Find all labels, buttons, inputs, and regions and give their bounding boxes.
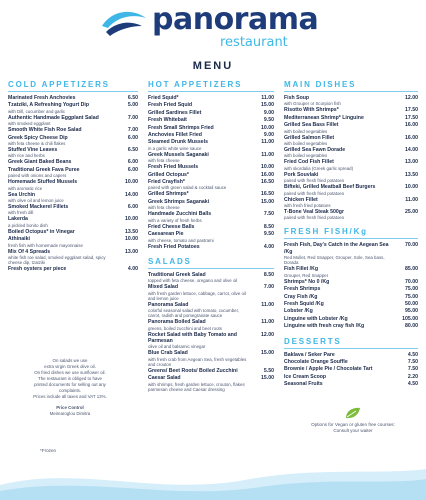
menu-item <box>148 164 274 170</box>
menu-item-name: Greens/ Beet Roots/ Boiled Zucchini <box>148 367 238 374</box>
menu-item-name: Fried Crayfish* <box>148 179 185 186</box>
menu-item <box>284 172 418 183</box>
menu-item-price: 4.00 <box>263 243 274 250</box>
menu-item-description: with boiled vegetables <box>284 141 328 147</box>
menu-item <box>8 216 138 227</box>
menu-item-price: 13.00 <box>405 159 418 166</box>
menu-item-name: Grilled Sea Fawn Dorade <box>284 147 346 154</box>
menu-item-description: with smoked eggplant <box>8 121 51 127</box>
menu-header <box>0 0 426 75</box>
menu-item-name: Fresh Fried Squid <box>148 102 193 109</box>
menu-item-price: 4.00 <box>127 266 138 273</box>
menu-item <box>284 107 418 113</box>
menu-item-name: Grilled Salmon Fillet <box>284 134 335 141</box>
info-line: complaints. <box>58 388 82 393</box>
menu-item-name: Athinaiki <box>8 236 30 243</box>
menu-item-name: Grilled Sardines Fillet <box>148 109 202 116</box>
menu-item-price: 10.00 <box>125 179 138 186</box>
menu-item-price: 6.00 <box>127 134 138 141</box>
menu-item-description: with Dill, cucumber and garlic <box>8 108 66 114</box>
menu-item-name: Panorama Boiled Salad <box>148 319 206 326</box>
menu-item-name: Baklava / Seker Pare <box>284 351 335 358</box>
menu-item <box>148 231 274 242</box>
vegan-line: Options for Vegan or gluten free courses: <box>311 422 395 427</box>
menu-item-description: fresh fish with homemade mayonnaise <box>8 242 83 248</box>
menu-item <box>8 167 138 178</box>
menu-item-price: 17.50 <box>405 114 418 121</box>
menu-item-name: Fresh Fried Mussels <box>148 164 199 171</box>
menu-item <box>148 319 274 330</box>
menu-item <box>284 374 418 380</box>
menu-item-description: in a garlic white wine sauce <box>148 145 202 151</box>
menu-item <box>8 266 138 272</box>
menu-item-price: 7.50 <box>263 211 274 218</box>
menu-item-name: Lakerda <box>8 216 28 223</box>
menu-item-price: 14.00 <box>125 191 138 198</box>
menu-item-price: 5.50 <box>263 367 274 374</box>
leaf-icon <box>344 406 362 420</box>
menu-item-price: 75.00 <box>405 286 418 293</box>
menu-item-description: with aromatic rice <box>8 185 43 191</box>
menu-item <box>284 159 418 170</box>
menu-item-description: Grouper, Red Snapper <box>284 272 329 278</box>
menu-item-price: 16.00 <box>405 134 418 141</box>
menu-item-price: 10.00 <box>125 216 138 223</box>
menu-item-price: 2.20 <box>407 373 418 380</box>
section-title: FRESH FISH/Kg <box>284 227 418 239</box>
menu-item-name: Bifteki, Grilled Meatball Beef Burgers <box>284 184 376 191</box>
menu-item-name: Fried Cheese Balls <box>148 223 195 230</box>
menu-item <box>284 352 418 358</box>
section-desserts <box>284 337 418 389</box>
menu-item-name: Greek Shrimps Saganaki <box>148 198 210 205</box>
menu-item-price: 80.00 <box>405 323 418 330</box>
menu-item-name: Fish Soup <box>284 95 310 101</box>
menu-item-price: 16.50 <box>261 191 274 198</box>
menu-item <box>148 302 274 318</box>
menu-item-name: Steamed Drunk Mussels <box>148 139 208 146</box>
menu-item-name: Greek Spicy Cheese Dip <box>8 134 68 141</box>
menu-item-name: Fresh Small Shrimps Fried <box>148 124 214 131</box>
menu-item-price: 8.50 <box>263 223 274 230</box>
menu-item <box>284 359 418 365</box>
section-main-dishes <box>284 80 418 221</box>
menu-item <box>8 229 138 235</box>
brand-name: panorama <box>152 2 319 37</box>
menu-item <box>148 272 274 283</box>
menu-item-description: with boiled vegetables <box>284 128 328 134</box>
menu-item-price: 11.00 <box>261 95 274 101</box>
menu-item <box>284 209 418 220</box>
menu-item-name: Fresh Squid /Kg <box>284 300 324 307</box>
menu-item-price: 10.00 <box>125 236 138 243</box>
menu-item <box>284 95 418 106</box>
menu-item-name: Fish Fillet /Kg <box>284 266 319 273</box>
menu-item-price: 10.00 <box>405 184 418 191</box>
info-note <box>14 358 126 417</box>
info-line: Prices include all taxes and VAT 13%. <box>33 394 107 399</box>
section-title: SALADS <box>148 257 274 269</box>
section-title: DESSERTS <box>284 337 418 349</box>
menu-item-price: 17.50 <box>405 107 418 114</box>
menu-item <box>8 115 138 126</box>
menu-item <box>148 211 274 222</box>
menu-item-name: Greek Mussels Saganaki <box>148 151 209 158</box>
menu-item-name: Chicken Fillet <box>284 196 318 203</box>
menu-item-name: Fresh Fish, Day's Catch in the Aegean Sea /Kg <box>284 242 389 255</box>
menu-item-name: Fresh Fried Potatoes <box>148 243 200 250</box>
menu-item <box>284 242 418 265</box>
brand-subtitle: restaurant <box>220 35 288 50</box>
menu-item-price: 70.00 <box>405 278 418 285</box>
menu-item <box>148 368 274 374</box>
menu-item-description: with boiled vegetables <box>284 153 328 159</box>
menu-item <box>148 125 274 131</box>
menu-item-name: Caesar Salad <box>148 375 181 382</box>
vegan-text <box>290 422 416 434</box>
menu-item-price: 9.00 <box>263 109 274 116</box>
menu-item <box>284 266 418 277</box>
menu-item <box>284 184 418 195</box>
menu-item-name: Linguine with fresh cray fish /Kg <box>284 323 365 330</box>
menu-item-name: Mixed Salad <box>148 284 178 291</box>
menu-item-price: 12.00 <box>405 95 418 101</box>
vegan-line: Consult your waiter <box>333 427 373 433</box>
menu-item-price: 25.00 <box>405 209 418 216</box>
price-control-label: Price Control <box>56 405 84 410</box>
menu-item-description: with rice and herbs <box>8 153 45 159</box>
menu-item-price: 11.00 <box>261 301 274 308</box>
menu-item <box>284 197 418 208</box>
menu-item-price: 12.00 <box>261 331 274 338</box>
menu-item-description: with Grouper or Scorpion fish <box>284 101 341 107</box>
menu-item <box>8 204 138 215</box>
menu-item-price: 16.00 <box>405 122 418 129</box>
menu-item-name: Anchovies Fillet Fried <box>148 132 202 139</box>
menu-item <box>148 179 274 190</box>
menu-item-name: Traditional Greek Fava Puree <box>8 166 80 173</box>
menu-item-description: Red Mullet, Red Snapper, Grouper, Sole, Sea bass, Dorada <box>284 255 385 266</box>
menu-item-description: with feta cheese <box>148 205 180 211</box>
menu-item-description: with fresh crab from Aegean Sea, fresh vegetables and crouton <box>148 356 247 367</box>
menu-item-name: Panorama Salad <box>148 301 189 308</box>
menu-item-description: paired with onions and capers <box>8 173 67 179</box>
decorative-wave <box>0 455 426 500</box>
menu-item-price: 11.00 <box>261 319 274 326</box>
menu-item-description: paired with green salad & cocktail sauce <box>148 185 227 191</box>
menu-item-price: 4.50 <box>407 351 418 358</box>
section-title: COLD APPETIZERS <box>8 80 138 92</box>
menu-item-price: 5.00 <box>127 102 138 109</box>
menu-item-price: 7.00 <box>127 114 138 121</box>
menu-item-description: paired with fresh fried potatoes <box>284 178 345 184</box>
menu-item-price: 13.50 <box>125 228 138 235</box>
menu-item-name: Mediterranean Shrimp* Linguine <box>284 114 364 121</box>
column-right <box>284 80 418 389</box>
menu-item-price: 75.00 <box>405 293 418 300</box>
menu-item-price: 15.00 <box>261 102 274 109</box>
menu-item-description: olive oil and balsamic vinegar <box>148 344 206 350</box>
menu-item-name: Grilled Sea Bass Fillet <box>284 122 339 129</box>
info-line: extra virgin Greek olive oil. <box>44 364 96 369</box>
menu-item <box>284 279 418 285</box>
menu-item-description: colorful seasonal salad with tomato, cucumber, carrot, radish and pomegranate sauce <box>148 308 240 319</box>
menu-item-price: 6.50 <box>127 147 138 154</box>
menu-item-description: with feta cheese & chili flakes <box>8 141 66 147</box>
menu-item <box>148 132 274 138</box>
menu-item <box>8 236 138 247</box>
menu-item <box>148 191 274 197</box>
menu-item-name: Blue Crab Salad <box>148 350 188 357</box>
vegan-note <box>290 406 416 434</box>
menu-item-name: Smooth White Fish Roe Salad <box>8 127 82 134</box>
info-line: The restaurant is obliged to have <box>38 376 102 381</box>
menu-item <box>148 332 274 350</box>
menu-item-price: 11.00 <box>261 139 274 146</box>
menu-item <box>284 286 418 292</box>
menu-item-price: 15.00 <box>261 350 274 357</box>
menu-item <box>284 122 418 133</box>
menu-item <box>284 316 418 322</box>
section-salads <box>148 257 274 393</box>
menu-item-price: 4.50 <box>407 381 418 388</box>
menu-item <box>8 102 138 113</box>
menu-item-price: 7.00 <box>263 284 274 291</box>
menu-item-price: 13.00 <box>125 248 138 255</box>
menu-item-price: 95.00 <box>405 308 418 315</box>
menu-item-price: 6.00 <box>127 204 138 211</box>
menu-item-name: Fried Squid* <box>148 95 179 101</box>
menu-item-name: Pork Souvlaki <box>284 171 319 178</box>
menu-item-price: 7.00 <box>127 127 138 134</box>
menu-item-name: Seasonal Fruits <box>284 381 323 388</box>
menu-item <box>284 381 418 387</box>
menu-item-name: Caesarean Pie <box>148 231 184 238</box>
info-line: On fried dishes we use sunflower oil. <box>34 370 106 375</box>
menu-item-price: 15.00 <box>261 198 274 205</box>
menu-item-description: with skordalia (Greek garlic spread) <box>284 165 354 171</box>
menu-item-price: 10.00 <box>261 124 274 131</box>
menu-item <box>148 224 274 230</box>
menu-item <box>148 117 274 123</box>
menu-item-name: Ice Cream Scoop <box>284 373 327 380</box>
menu-item-price: 7.50 <box>407 358 418 365</box>
menu-item <box>148 244 274 250</box>
menu-item <box>284 115 418 121</box>
menu-item <box>284 147 418 158</box>
menu-item <box>284 323 418 329</box>
menu-item <box>148 139 274 150</box>
menu-item <box>8 135 138 146</box>
menu-item <box>148 95 274 101</box>
menu-item-price: 7.50 <box>407 366 418 373</box>
menu-item-description: with cheese, tomato and pastrami <box>148 237 214 243</box>
menu-item <box>8 95 138 101</box>
menu-item-price: 105.00 <box>402 315 418 322</box>
menu-item-name: Marinated Fresh Anchovies <box>8 95 76 101</box>
menu-item-name: Sea Urchin <box>8 191 36 198</box>
menu-item-description: with a variety of fresh herbs <box>148 217 202 223</box>
menu-item-name: Linguine with Lobster /Kg <box>284 315 348 322</box>
menu-item-price: 15.00 <box>261 375 274 382</box>
menu-item-name: Boiled Octopus* in Vinegar <box>8 228 75 235</box>
menu-item-price: 8.50 <box>263 271 274 278</box>
menu-item <box>8 147 138 158</box>
menu-item-name: Cray Fish /Kg <box>284 293 318 300</box>
menu-item-description: white fish roe salad, smoked eggplant salad, spicy cheese dip, tzatziki <box>8 255 106 266</box>
menu-item-description: paired with fresh fried potatoes <box>284 215 345 221</box>
menu-item-price: 9.50 <box>263 231 274 238</box>
menu-item-name: Tzatziki, A Refreshing Yogurt Dip <box>8 102 89 109</box>
menu-item <box>148 110 274 116</box>
menu-item-name: Risotto With Shrimps* <box>284 107 339 114</box>
menu-item-price: 16.50 <box>261 179 274 186</box>
menu-item-description: with fresh garden lettuce, cabbage, carrot, olive oil and lemon juice <box>148 290 246 301</box>
menu-item-name: Fresh Whitebait <box>148 117 187 124</box>
section-title: HOT APPETIZERS <box>148 80 274 92</box>
menu-item-name: Grilled Shrimps* <box>148 191 189 198</box>
menu-item <box>8 249 138 265</box>
menu-item-name: Fresh Shrimps <box>284 286 321 293</box>
page-title: MENU <box>192 60 234 72</box>
menu-item-name: Chocolate Orange Souffle <box>284 358 348 365</box>
section-cold-appetizers <box>8 80 138 274</box>
menu-item-description: with shrimps, fresh garden lettuce, crouton, flakes parmesan cheese and Caesar dressing <box>148 381 245 392</box>
menu-item <box>148 375 274 391</box>
fish-logo-icon <box>98 6 148 40</box>
menu-item <box>284 294 418 300</box>
menu-item <box>284 308 418 314</box>
menu-item-name: Smoked Mackerel Fillets <box>8 204 69 211</box>
menu-item <box>8 179 138 190</box>
menu-item <box>148 152 274 163</box>
info-line: On salads we use <box>52 358 88 363</box>
menu-item-name: Brownie / Apple Pie / Chocolate Tart <box>284 366 373 373</box>
price-control-name: Meimaroglou Dimitra <box>49 411 91 416</box>
menu-item-price: 70.00 <box>405 242 418 249</box>
menu-item-name: Authentic Handmade Eggplant Salad <box>8 114 99 121</box>
menu-item-name: Fresh oysters per piece <box>8 266 67 273</box>
menu-item-price: 6.00 <box>127 166 138 173</box>
menu-item-name: Traditional Greek Salad <box>148 271 206 278</box>
column-middle <box>148 80 274 393</box>
menu-item <box>148 102 274 108</box>
column-left <box>8 80 138 274</box>
menu-item-price: 85.00 <box>405 266 418 273</box>
menu-item-name: Shrimps* No 0 /Kg <box>284 278 330 285</box>
section-title: MAIN DISHES <box>284 80 418 92</box>
menu-item-price: 10.00 <box>261 164 274 171</box>
menu-item <box>284 135 418 146</box>
menu-item <box>8 127 138 133</box>
menu-item-description: greens, boiled zucchini and beet roots <box>148 325 222 331</box>
menu-item <box>148 284 274 300</box>
section-fresh-fish <box>284 227 418 330</box>
menu-item-price: 9.50 <box>263 117 274 124</box>
menu-item-price: 9.00 <box>263 132 274 139</box>
menu-item-price: 16.00 <box>261 171 274 178</box>
menu-item-name: Stuffed Vine Leaves <box>8 147 58 154</box>
menu-item-description: topped with feta cheese, oregano and olive oil <box>148 278 238 284</box>
menu-item-price: 6.00 <box>127 159 138 166</box>
menu-item-name: Homemade Stuffed Mussels <box>8 179 78 186</box>
menu-item-price: 6.50 <box>127 95 138 101</box>
menu-item-description: with feta cheese <box>148 158 180 164</box>
menu-item <box>148 172 274 178</box>
menu-item-name: Mix Of 4 Spreads <box>8 248 51 255</box>
menu-item <box>148 199 274 210</box>
menu-item-description: with olive oil and lemon juice <box>8 198 64 204</box>
menu-item-name: Greek Giant Baked Beans <box>8 159 72 166</box>
menu-item-price: 11.00 <box>405 196 418 203</box>
menu-item <box>284 301 418 307</box>
frozen-note: *Frozen <box>40 448 57 453</box>
menu-item-name: T-Bone Veal Steak 500gr <box>284 209 344 216</box>
menu-item-name: Rocket Salad with Baby Tomato and Parmesan <box>148 331 237 344</box>
info-line: printed documents for selling out any <box>34 382 106 387</box>
menu-item-description: with fresh dill <box>8 210 34 216</box>
menu-item-name: Fried Cod Fish Fillet <box>284 159 334 166</box>
menu-item-name: Grilled Octopus* <box>148 171 189 178</box>
menu-item-description: a pickled bonito dish <box>8 222 48 228</box>
menu-item-description: with fresh fried potatoes <box>284 203 331 209</box>
menu-item-price: 11.00 <box>261 151 274 158</box>
menu-item <box>148 350 274 366</box>
menu-item-name: Handmade Zucchini Balls <box>148 211 212 218</box>
menu-item <box>8 159 138 165</box>
menu-item-description: paired with fresh fried potatoes <box>284 190 345 196</box>
menu-item-price: 14.00 <box>405 147 418 154</box>
menu-item-price: 50.00 <box>405 300 418 307</box>
menu-item <box>284 366 418 372</box>
menu-item-name: Lobster /Kg <box>284 308 313 315</box>
menu-item <box>8 192 138 203</box>
section-hot-appetizers <box>148 80 274 251</box>
menu-item-price: 13.50 <box>405 171 418 178</box>
